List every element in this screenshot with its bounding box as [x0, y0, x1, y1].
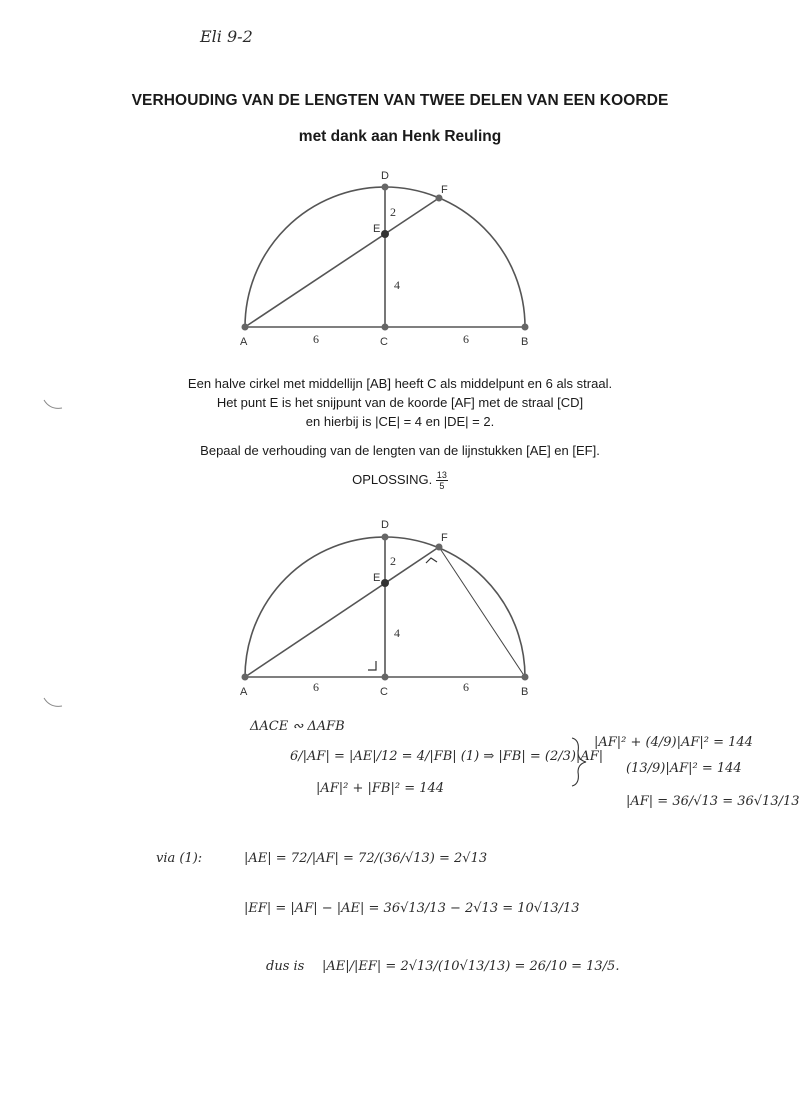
- length-de: 2: [390, 554, 396, 568]
- label-d: D: [381, 170, 389, 182]
- semicircle-figure-2: [0, 510, 800, 705]
- length-cb: 6: [463, 680, 469, 694]
- point-d: [382, 534, 389, 541]
- page-title: VERHOUDING VAN DE LENGTEN VAN TWEE DELEN VAN EEN KOORDE: [131, 92, 669, 109]
- hw-ae-equation: |AE| = 72/|AF| = 72/(36/√13) = 2√13: [244, 851, 488, 866]
- solution-denominator: 5: [439, 481, 445, 492]
- right-angle-mark-c: [368, 661, 376, 670]
- label-e: E: [373, 572, 381, 584]
- solution-label: OPLOSSING.: [352, 472, 433, 487]
- point-c: [382, 674, 389, 681]
- label-c: C: [380, 336, 388, 348]
- label-d: D: [381, 519, 389, 531]
- length-ce: 4: [394, 626, 400, 640]
- semicircle-figure-1: [0, 160, 800, 360]
- point-a: [242, 674, 249, 681]
- label-c: C: [380, 686, 388, 698]
- solution-fraction: [436, 470, 448, 491]
- length-de: 2: [390, 205, 396, 219]
- right-angle-mark-f: [426, 558, 437, 563]
- point-b: [522, 324, 529, 331]
- handwritten-solution: [0, 700, 800, 1100]
- label-a: A: [240, 686, 248, 698]
- hw-ratio-equation: 6/|AF| = |AE|/12 = 4/|FB| (1) ⇒ |FB| = (2/3)|AF|: [290, 749, 604, 764]
- page-subtitle: met dank aan Henk Reuling: [298, 128, 502, 145]
- hw-via1-label: via (1):: [156, 851, 203, 866]
- label-b: B: [521, 686, 529, 698]
- description-line-2: Het punt E is het snijpunt van de koorde [AF] met de straal [CD]: [216, 395, 584, 410]
- page-code: Eli 9-2: [200, 27, 253, 46]
- label-e: E: [373, 223, 381, 235]
- description-line-3: en hierbij is |CE| = 4 en |DE| = 2.: [305, 414, 495, 429]
- chord-af: [245, 547, 439, 677]
- hw-conclusion-label: dus is: [266, 959, 305, 974]
- hw-ef-equation: |EF| = |AF| − |AE| = 36√13/13 − 2√13 = 10√13/13: [244, 901, 580, 916]
- length-ac: 6: [313, 680, 319, 694]
- problem-question: Bepaal de verhouding van de lengten van de lijnstukken [AE] en [EF].: [200, 443, 600, 458]
- solution-numerator: 13: [436, 470, 447, 481]
- label-f: F: [441, 532, 448, 544]
- hw-thirteen-ninths: (13/9)|AF|² = 144: [626, 761, 742, 776]
- solution-line: [0, 470, 800, 491]
- hw-pythagoras: |AF|² + |FB|² = 144: [316, 781, 445, 796]
- hw-conclusion-equation: |AE|/|EF| = 2√13/(10√13/13) = 26/10 = 13/5.: [322, 959, 620, 974]
- hw-similar-triangles: ΔACE ∾ ΔAFB: [250, 719, 345, 734]
- length-ce: 4: [394, 278, 400, 292]
- length-cb: 6: [463, 332, 469, 346]
- point-e: [381, 579, 389, 587]
- point-f: [436, 544, 443, 551]
- length-ac: 6: [313, 332, 319, 346]
- label-a: A: [240, 336, 248, 348]
- hw-af-length: |AF| = 36/√13 = 36√13/13: [626, 794, 800, 809]
- problem-description: [0, 374, 800, 431]
- segment-fb: [439, 547, 525, 677]
- label-b: B: [521, 336, 529, 348]
- label-f: F: [441, 184, 448, 196]
- point-b: [522, 674, 529, 681]
- point-c: [382, 324, 389, 331]
- hw-sum-equation: |AF|² + (4/9)|AF|² = 144: [594, 735, 753, 750]
- point-d: [382, 184, 389, 191]
- point-a: [242, 324, 249, 331]
- point-e: [381, 230, 389, 238]
- chord-af: [245, 198, 439, 327]
- description-line-1: Een halve cirkel met middellijn [AB] heeft C als middelpunt en 6 als straal.: [187, 376, 613, 391]
